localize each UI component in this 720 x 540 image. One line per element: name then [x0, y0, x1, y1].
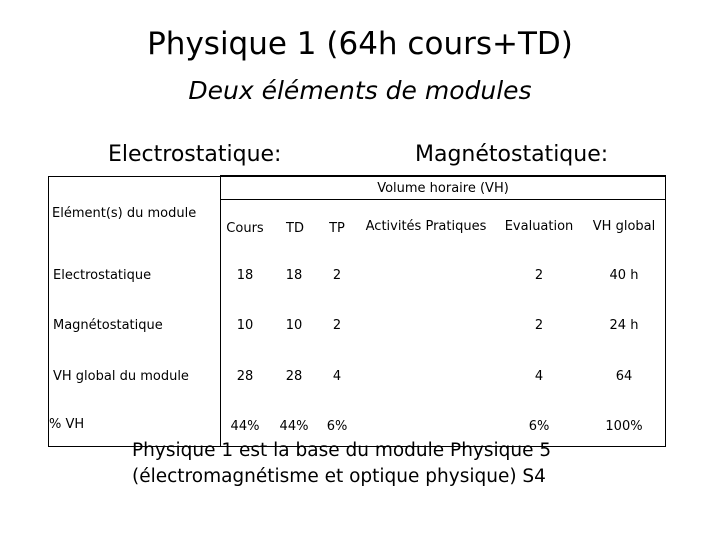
footer-line-1: Physique 1 est la base du module Physique 5: [132, 440, 552, 461]
row-label: VH global du module: [53, 369, 189, 384]
row-label: Electrostatique: [53, 268, 152, 283]
footer-note: [132, 438, 551, 490]
col-header-td: TD: [286, 221, 304, 236]
cell-cours: 28: [236, 369, 254, 384]
slide-title: Physique 1 (64h cours+TD): [147, 26, 573, 62]
cell-evaluation: 2: [534, 318, 544, 333]
cell-td: 10: [285, 318, 303, 333]
col-header-vh-global: VH global: [592, 219, 656, 234]
cell-evaluation: 4: [534, 369, 544, 384]
row-label: Magnétostatique: [53, 318, 163, 333]
slide-subtitle: Deux éléments de modules: [188, 76, 532, 105]
col-header-tp: TP: [329, 221, 345, 236]
table-border-right: [665, 176, 666, 447]
heading-electrostatique: Electrostatique:: [108, 142, 282, 167]
cell-cours: 44%: [230, 419, 260, 434]
table-border-left: [48, 176, 49, 447]
table-border-top: [220, 175, 666, 177]
cell-tp: 4: [332, 369, 342, 384]
cell-vh-global: 24 h: [609, 318, 639, 333]
footer-line-2: (électromagnétisme et optique physique) S4: [132, 466, 546, 487]
row-label: % VH: [49, 417, 85, 432]
col-header-cours: Cours: [226, 221, 264, 236]
cell-td: 18: [285, 268, 303, 283]
heading-magnetostatique: Magnétostatique:: [415, 142, 609, 167]
cell-evaluation: 6%: [528, 419, 550, 434]
cell-cours: 18: [236, 268, 254, 283]
group-header: Volume horaire (VH): [377, 181, 509, 196]
cell-vh-global: 40 h: [609, 268, 639, 283]
table-border-top-left: [48, 176, 220, 177]
cell-tp: 2: [332, 268, 342, 283]
cell-td: 28: [285, 369, 303, 384]
cell-vh-global: 64: [615, 369, 633, 384]
table-column-divider: [220, 176, 221, 447]
table-header-divider: [220, 199, 666, 200]
cell-tp: 2: [332, 318, 342, 333]
cell-cours: 10: [236, 318, 254, 333]
cell-td: 44%: [279, 419, 309, 434]
cell-tp: 6%: [326, 419, 348, 434]
row-header-label: Elément(s) du module: [52, 206, 197, 221]
col-header-activites: Activités Pratiques: [365, 219, 487, 234]
cell-vh-global: 100%: [605, 419, 643, 434]
col-header-evaluation: Evaluation: [504, 219, 574, 234]
cell-evaluation: 2: [534, 268, 544, 283]
